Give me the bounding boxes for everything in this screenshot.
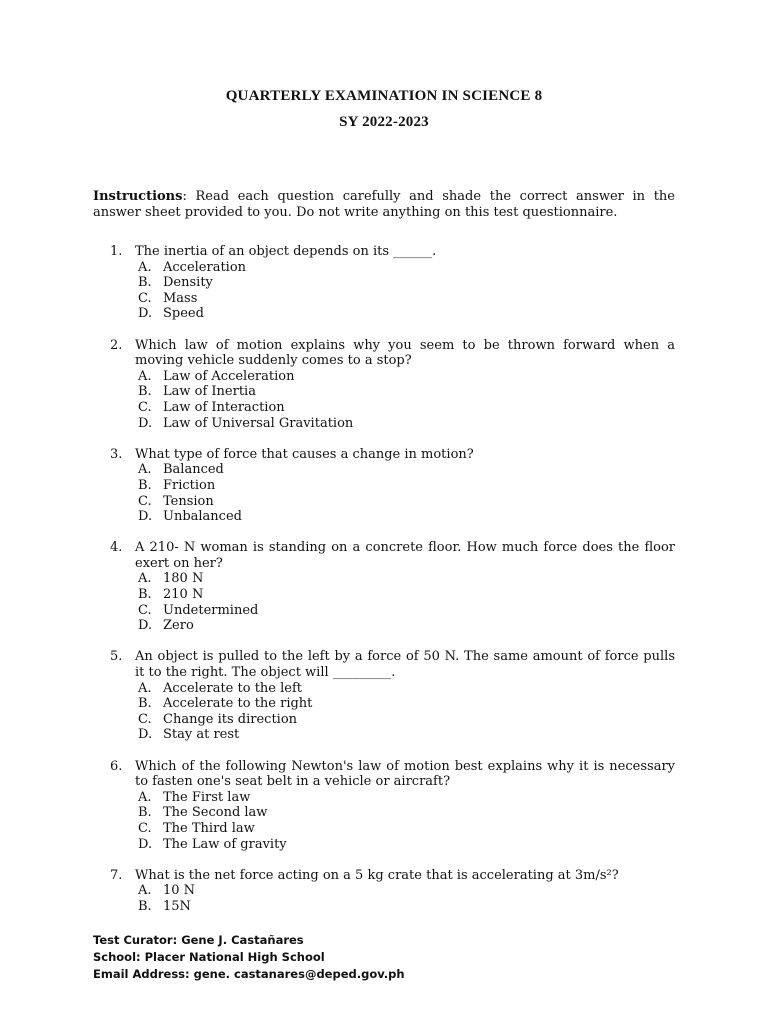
choice-letter: A. <box>138 368 152 384</box>
choice-item <box>135 727 675 743</box>
choice-letter: C. <box>138 290 152 306</box>
question-text: What type of force that causes a change in motion? <box>135 446 474 462</box>
question-number: 5. <box>110 649 123 665</box>
choice-item <box>135 821 675 837</box>
choice-text: Law of Inertia <box>163 384 256 400</box>
choice-item <box>135 384 675 400</box>
question-item <box>93 868 675 915</box>
school-year: SY 2022-2023 <box>339 114 429 130</box>
question-number: 6. <box>110 758 123 774</box>
choice-text: Zero <box>163 618 194 634</box>
choice-letter: D. <box>138 618 153 634</box>
question-item <box>93 338 675 432</box>
choice-text: Accelerate to the left <box>163 680 303 696</box>
choice-list <box>135 883 675 914</box>
question-text: The inertia of an object depends on its ______. <box>135 244 437 259</box>
choice-letter: B. <box>138 275 152 291</box>
question-item <box>93 649 675 743</box>
choice-item <box>135 899 675 915</box>
exam-title: QUARTERLY EXAMINATION IN SCIENCE 8 <box>225 88 543 104</box>
choice-item <box>135 603 675 619</box>
choice-letter: B. <box>138 587 152 603</box>
curator-name: Test Curator: Gene J. Castañares <box>93 933 304 947</box>
choice-item <box>135 571 675 587</box>
choice-text: The Law of gravity <box>163 836 287 852</box>
choice-letter: B. <box>138 477 152 493</box>
instructions-paragraph <box>93 189 675 221</box>
choice-item <box>135 805 675 821</box>
choice-text: 15N <box>163 898 191 914</box>
choice-letter: A. <box>138 789 152 805</box>
choice-item <box>135 369 675 385</box>
choice-text: Unbalanced <box>163 509 242 525</box>
choice-item <box>135 883 675 899</box>
choice-list <box>135 571 675 633</box>
choice-item <box>135 260 675 276</box>
choice-letter: D. <box>138 306 153 322</box>
choice-item <box>135 291 675 307</box>
choice-letter: A. <box>138 259 152 275</box>
question-number: 3. <box>110 446 123 462</box>
question-text: What is the net force acting on a 5 kg crate that is accelerating at 3m/s²? <box>135 867 619 883</box>
choice-text: Law of Universal Gravitation <box>163 415 354 431</box>
choice-item <box>135 494 675 510</box>
choice-letter: B. <box>138 805 152 821</box>
question-text: A 210- N woman is standing on a concrete floor. How much force does the floor exert on her? <box>135 540 675 571</box>
choice-text: Density <box>163 275 213 291</box>
choice-text: 10 N <box>163 883 196 899</box>
question-number: 2. <box>110 337 123 353</box>
choice-text: Speed <box>163 306 204 322</box>
choice-list <box>135 462 675 524</box>
choice-letter: A. <box>138 571 152 587</box>
choice-text: The Second law <box>163 805 268 821</box>
question-number: 7. <box>110 867 123 883</box>
choice-letter: C. <box>138 602 152 618</box>
choice-letter: B. <box>138 696 152 712</box>
choice-item <box>135 462 675 478</box>
choice-list <box>135 369 675 431</box>
choice-item <box>135 618 675 634</box>
question-item <box>93 759 675 853</box>
choice-letter: C. <box>138 493 152 509</box>
question-item <box>93 540 675 634</box>
curator-info <box>93 932 405 983</box>
curator-email: Email Address: gene. castanares@deped.gov.ph <box>93 967 405 981</box>
choice-list <box>135 260 675 322</box>
choice-text: Undetermined <box>163 602 259 618</box>
choice-letter: A. <box>138 462 152 478</box>
choice-text: Law of Interaction <box>163 399 285 415</box>
choice-letter: B. <box>138 384 152 400</box>
choice-item <box>135 587 675 603</box>
question-text: Which law of motion explains why you seem to be thrown forward when a moving vehicle suddenly comes to a stop? <box>135 337 675 369</box>
choice-text: Balanced <box>163 462 224 478</box>
choice-item <box>135 306 675 322</box>
instructions-text: : Read each question carefully and shade the correct answer in the answer sheet provided to you. Do not write anything on this test questionnaire. <box>93 189 675 220</box>
question-list <box>93 244 675 930</box>
choice-text: Tension <box>163 493 214 509</box>
instructions-label: Instructions <box>93 189 183 204</box>
question-text: Which of the following Newton's law of motion best explains why it is necessary to fasten one's seat belt in a vehicle or aircraft? <box>135 758 675 790</box>
choice-letter: B. <box>138 898 152 914</box>
choice-letter: C. <box>138 399 152 415</box>
question-item <box>93 244 675 322</box>
choice-text: Law of Acceleration <box>163 368 295 384</box>
choice-text: Acceleration <box>163 259 247 275</box>
choice-item <box>135 400 675 416</box>
question-text: An object is pulled to the left by a force of 50 N. The same amount of force pulls it to the right. The object will _________. <box>135 649 675 681</box>
choice-text: Stay at rest <box>163 727 240 743</box>
question-number: 1. <box>110 244 123 259</box>
choice-letter: C. <box>138 820 152 836</box>
choice-item <box>135 696 675 712</box>
choice-text: Accelerate to the right <box>163 696 313 712</box>
choice-text: Change its direction <box>163 711 298 727</box>
choice-letter: A. <box>138 680 152 696</box>
choice-letter: D. <box>138 509 153 525</box>
choice-letter: D. <box>138 836 153 852</box>
choice-item <box>135 275 675 291</box>
choice-item <box>135 509 675 525</box>
choice-text: The First law <box>163 789 251 805</box>
choice-text: The Third law <box>163 820 255 836</box>
choice-letter: C. <box>138 711 152 727</box>
choice-item <box>135 790 675 806</box>
choice-item <box>135 478 675 494</box>
choice-list <box>135 681 675 743</box>
choice-letter: D. <box>138 727 153 743</box>
question-number: 4. <box>110 540 123 556</box>
choice-text: 210 N <box>163 587 204 603</box>
curator-school: School: Placer National High School <box>93 950 325 964</box>
choice-text: Mass <box>163 290 198 306</box>
choice-item <box>135 837 675 853</box>
choice-item <box>135 681 675 697</box>
choice-letter: A. <box>138 883 152 899</box>
choice-text: 180 N <box>163 571 204 587</box>
choice-text: Friction <box>163 477 216 493</box>
question-item <box>93 447 675 525</box>
choice-letter: D. <box>138 415 153 431</box>
choice-list <box>135 790 675 852</box>
choice-item <box>135 712 675 728</box>
choice-item <box>135 416 675 432</box>
